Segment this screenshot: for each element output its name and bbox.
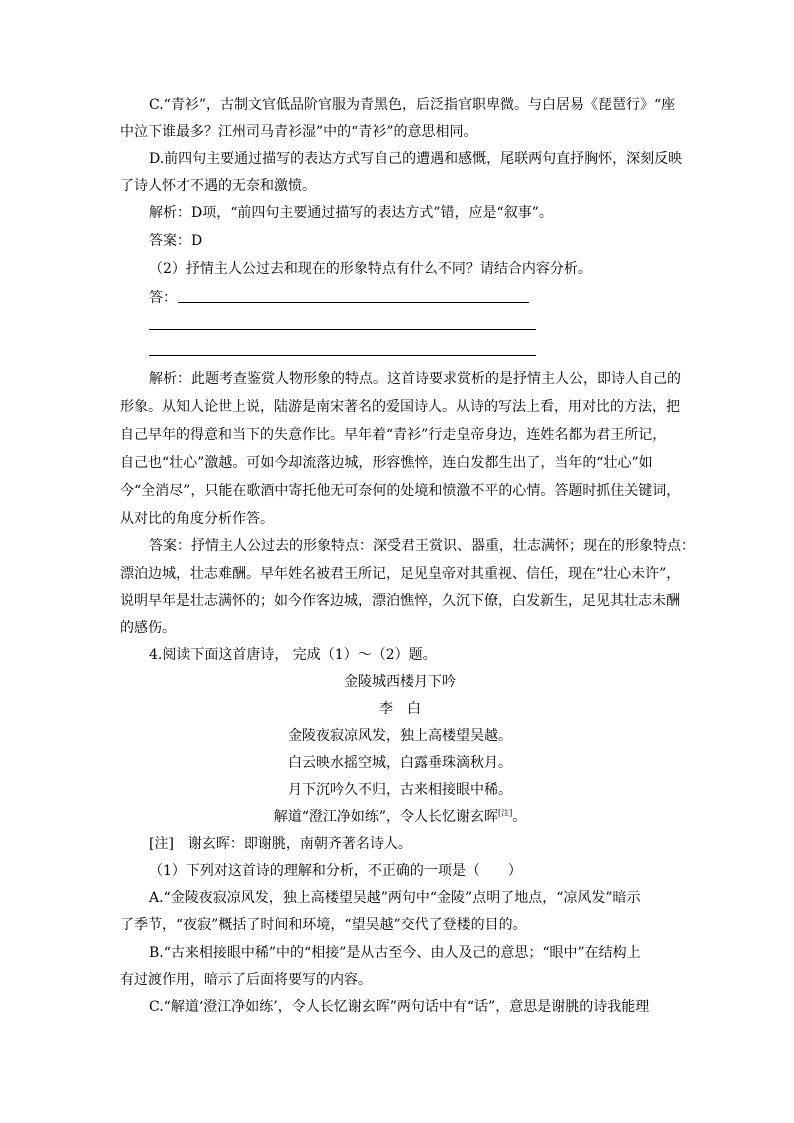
option-b-line2: 有过渡作用，暗示了后面将要写的内容。 — [120, 972, 372, 988]
option-d-line1: D.前四句主要通过描写的表达方式写自己的遭遇和感慨，尾联两句直抒胸怀，深刻反映 — [149, 151, 683, 167]
answer-2-line2: 漂泊边城，壮志难酬。早年姓名被君王所记，足见皇帝对其重视、信任，现在“壮心未许”， — [120, 566, 681, 582]
sub-question-2: （2）抒情主人公过去和现在的形象特点有什么不同？请结合内容分析。 — [149, 261, 592, 277]
option-a-line1: A.“金陵夜寂凉风发，独上高楼望吴越”两句中“金陵”点明了地点，“凉风发”暗示 — [149, 890, 641, 906]
poem-line-4 — [120, 803, 680, 831]
answer-label: 答： — [149, 290, 177, 306]
poem-title: 金陵城西楼月下吟 — [344, 674, 456, 690]
q4-option-c-line1: C.“解道‘澄江净如练’，令人长忆谢玄晖”两句话中有“话”，意思是谢朓的诗我能理 — [149, 999, 650, 1015]
poem-line-4-punct: 。 — [512, 809, 527, 825]
answer-1: 答案：D — [149, 233, 203, 249]
analysis-2-line5: 今“全消尽”，只能在歌酒中寄托他无可奈何的处境和愤激不平的心情。答题时抓住关键词， — [120, 483, 681, 499]
analysis-1: 解析：D项，“前四句主要通过描写的表达方式”错，应是“叙事”。 — [149, 205, 553, 221]
option-a-line2: 了季节，“夜寂”概括了时间和环境，“望吴越”交代了登楼的目的。 — [120, 917, 527, 933]
question-4-intro: 4.阅读下面这首唐诗， 完成（1）～（2）题。 — [149, 647, 437, 663]
poem-line-1: 金陵夜寂凉风发，独上高楼望吴越。 — [288, 728, 512, 744]
poem-note: [注] 谢玄晖：即谢朓，南朝齐著名诗人。 — [149, 836, 412, 852]
poem-line-3: 月下沉吟久不归，古来相接眼中稀。 — [288, 782, 512, 798]
option-c-line1: C.“青衫”，古制文官低品阶官服为青黑色，后泛指官职卑微。与白居易《琵琶行》“座 — [149, 97, 676, 113]
analysis-2-line2: 形象。从知人论世上说，陆游是南宋著名的爱国诗人。从诗的写法上看，用对比的方法，把 — [120, 399, 680, 415]
answer-2-line4: 的感伤。 — [120, 620, 176, 636]
answer-2-line3: 说明早年是壮志满怀的；如今作客边城，漂泊憔悴，久沉下僚，白发新生，足见其壮志未酬 — [120, 593, 680, 609]
poem-line-2: 白云映水摇空城，白露垂珠滴秋月。 — [288, 755, 512, 771]
option-b-line1: B.“古来相接眼中稀”中的“相接”是从古至今、由人及己的意思；“眼中”在结构上 — [149, 945, 641, 961]
sub-question-1: （1）下列对这首诗的理解和分析，不正确的一项是（ ） — [149, 863, 522, 879]
option-d-line2: 了诗人怀才不遇的无奈和激愤。 — [120, 178, 316, 194]
answer-blank-line-2[interactable] — [149, 329, 536, 330]
option-c-line2: 中泣下谁最多？江州司马青衫湿”中的“青衫”的意思相同。 — [120, 124, 478, 140]
analysis-2-line3: 自己早年的得意和当下的失意作比。早年着“青衫”行走皇帝身边，连姓名都为君王所记， — [120, 427, 667, 443]
poem-author: 李 白 — [379, 701, 421, 717]
analysis-2-line1: 解析：此题考查鉴赏人物形象的特点。这首诗要求赏析的是抒情主人公，即诗人自己的 — [149, 371, 681, 387]
poem-note-mark: [注] — [498, 808, 513, 818]
analysis-2-line4: 自己也“壮心”激越。可如今却流落边城，形容憔悴，连白发都生出了，当年的“壮心”如 — [120, 455, 653, 471]
answer-2-line1: 答案：抒情主人公过去的形象特点：深受君王赏识、器重，壮志满怀；现在的形象特点： — [149, 538, 695, 554]
answer-blank-line-1[interactable] — [178, 302, 529, 303]
analysis-2-line6: 从对比的角度分析作答。 — [120, 511, 274, 527]
answer-blank-line-3[interactable] — [149, 355, 536, 356]
poem-line-4-text: 解道“澄江净如练”，令人长忆谢玄晖 — [273, 809, 499, 825]
